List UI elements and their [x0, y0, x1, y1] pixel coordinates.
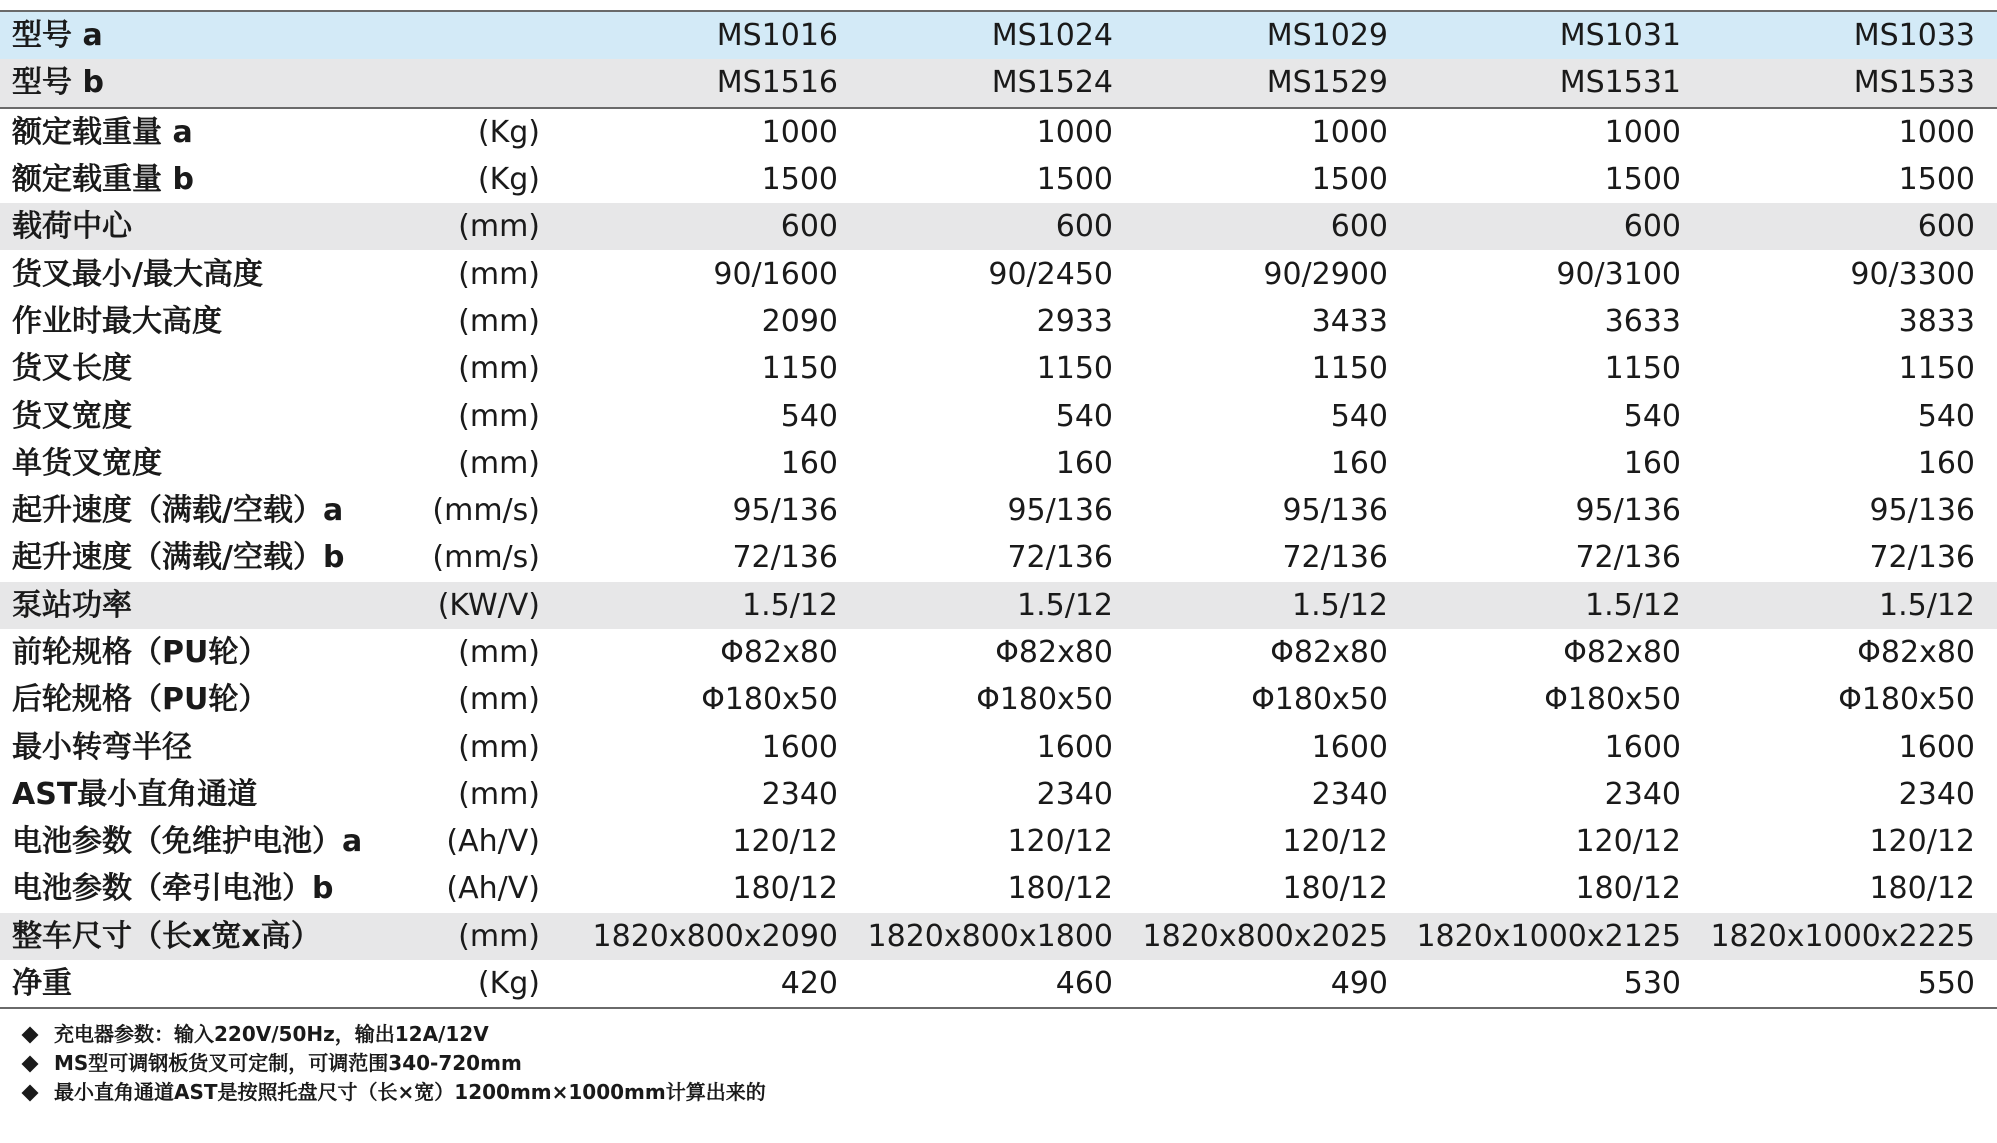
row-value-model-5: 600: [1681, 203, 1997, 250]
row-value-model-4: 1600: [1604, 729, 1681, 765]
row-value-model-1: 90/1600: [713, 256, 838, 292]
row-value-model-3: MS1529: [1113, 59, 1388, 107]
table-row: [0, 487, 1997, 534]
table-row: [0, 156, 1997, 203]
row-unit: (KW/V): [430, 582, 540, 629]
row-value-model-1: 1.5/12: [540, 582, 838, 629]
row-value-model-2: 1820x800x1800: [838, 913, 1113, 960]
row-value-model-1: 600: [540, 203, 838, 250]
row-value-model-1: Φ82x80: [720, 635, 838, 670]
row-value-model-2: 95/136: [1007, 493, 1113, 529]
row-unit: [430, 11, 540, 59]
row-value-model-5: 3833: [1898, 303, 1975, 339]
row-value-model-1: 1600: [761, 729, 838, 765]
row-value-model-2: 2933: [1036, 303, 1113, 339]
row-value-model-2: 1150: [1036, 351, 1113, 387]
row-label: 起升速度（满载/空载）b: [12, 540, 345, 576]
row-unit: (mm): [458, 303, 540, 339]
row-value-model-3: 1150: [1311, 351, 1388, 387]
row-value-model-5: 550: [1917, 966, 1975, 1002]
row-label: 起升速度（满载/空载）a: [12, 493, 344, 529]
table-row: [0, 865, 1997, 912]
row-value-model-2: 90/2450: [988, 256, 1113, 292]
row-label: 前轮规格（PU轮）: [12, 635, 269, 670]
table-row: [0, 582, 1997, 629]
row-unit: (mm/s): [432, 540, 540, 576]
table-row: [0, 108, 1997, 156]
diamond-bullet-icon: [22, 1084, 39, 1101]
table-row: [0, 723, 1997, 770]
row-value-model-2: 1000: [1036, 114, 1113, 150]
row-unit: (Ah/V): [446, 824, 540, 860]
note-item: [20, 1049, 766, 1078]
row-label: 泵站功率: [0, 582, 430, 629]
row-value-model-2: 1.5/12: [838, 582, 1113, 629]
row-value-model-5: Φ82x80: [1857, 635, 1975, 670]
row-value-model-4: 1.5/12: [1388, 582, 1681, 629]
row-value-model-4: 160: [1623, 445, 1681, 481]
row-value-model-3: 540: [1330, 398, 1388, 434]
table-row: [0, 298, 1997, 345]
row-value-model-2: MS1024: [838, 11, 1113, 59]
table-row: [0, 440, 1997, 487]
table-row: [0, 629, 1997, 676]
row-value-model-4: 90/3100: [1556, 256, 1681, 292]
row-unit: (mm): [458, 776, 540, 812]
row-value-model-2: 1600: [1036, 729, 1113, 765]
row-label: 单货叉宽度: [12, 445, 162, 481]
row-value-model-4: 600: [1388, 203, 1681, 250]
row-value-model-5: 1.5/12: [1681, 582, 1997, 629]
row-value-model-5: MS1533: [1681, 59, 1997, 107]
row-value-model-3: 600: [1113, 203, 1388, 250]
row-value-model-2: 2340: [1036, 776, 1113, 812]
row-value-model-2: 120/12: [1007, 824, 1113, 860]
row-value-model-4: 1500: [1604, 162, 1681, 198]
note-text: 最小直角通道AST是按照托盘尺寸（长×宽）1200mm×1000mm计算出来的: [54, 1080, 766, 1104]
row-label: AST最小直角通道: [12, 776, 258, 812]
row-value-model-4: 1000: [1604, 114, 1681, 150]
row-value-model-5: 72/136: [1869, 540, 1975, 576]
row-value-model-4: Φ82x80: [1563, 635, 1681, 670]
row-value-model-5: 180/12: [1869, 871, 1975, 907]
row-value-model-5: 1150: [1898, 351, 1975, 387]
row-label: 净重: [12, 966, 72, 1002]
row-value-model-3: 2340: [1311, 776, 1388, 812]
row-value-model-4: 1820x1000x2125: [1388, 913, 1681, 960]
row-value-model-4: 95/136: [1575, 493, 1681, 529]
row-unit: (Kg): [477, 114, 540, 150]
row-value-model-4: 530: [1623, 966, 1681, 1002]
row-value-model-1: 540: [780, 398, 838, 434]
row-unit: (mm): [458, 351, 540, 387]
row-value-model-2: 1500: [1036, 162, 1113, 198]
row-value-model-3: 1.5/12: [1113, 582, 1388, 629]
row-label: 最小转弯半径: [12, 729, 192, 765]
row-value-model-4: 3633: [1604, 303, 1681, 339]
row-value-model-3: 3433: [1311, 303, 1388, 339]
row-value-model-2: 180/12: [1007, 871, 1113, 907]
row-value-model-3: 490: [1330, 966, 1388, 1002]
row-value-model-1: 1820x800x2090: [540, 913, 838, 960]
row-value-model-5: 2340: [1898, 776, 1975, 812]
row-value-model-5: MS1033: [1681, 11, 1997, 59]
row-value-model-2: 160: [1055, 445, 1113, 481]
row-value-model-3: MS1029: [1113, 11, 1388, 59]
row-value-model-5: 120/12: [1869, 824, 1975, 860]
row-label: 货叉宽度: [12, 398, 132, 434]
row-unit: (mm): [458, 398, 540, 434]
row-value-model-4: 1150: [1604, 351, 1681, 387]
row-unit: (mm/s): [432, 493, 540, 529]
row-label: 货叉长度: [12, 351, 132, 387]
row-label: 电池参数（牵引电池）b: [12, 871, 334, 907]
row-value-model-1: 160: [780, 445, 838, 481]
row-label: 后轮规格（PU轮）: [12, 682, 269, 718]
row-value-model-1: 1150: [761, 351, 838, 387]
row-label: 额定载重量 a: [12, 114, 193, 150]
note-text: 充电器参数：输入220V/50Hz，输出12A/12V: [54, 1022, 489, 1046]
row-value-model-3: 95/136: [1282, 493, 1388, 529]
row-value-model-5: Φ180x50: [1838, 682, 1975, 718]
row-value-model-3: 120/12: [1282, 824, 1388, 860]
row-value-model-2: 72/136: [1007, 540, 1113, 576]
row-value-model-3: 90/2900: [1263, 256, 1388, 292]
note-item: [20, 1078, 766, 1107]
row-value-model-3: 1000: [1311, 114, 1388, 150]
row-unit: [430, 59, 540, 107]
table-row: [0, 345, 1997, 392]
row-value-model-4: 120/12: [1575, 824, 1681, 860]
row-value-model-5: 1600: [1898, 729, 1975, 765]
row-label: 型号 a: [0, 11, 430, 59]
row-value-model-3: Φ82x80: [1270, 635, 1388, 670]
row-value-model-2: 460: [1055, 966, 1113, 1002]
row-value-model-5: 1000: [1898, 114, 1975, 150]
row-value-model-1: 1500: [761, 162, 838, 198]
row-value-model-1: Φ180x50: [701, 682, 838, 718]
row-value-model-2: 600: [838, 203, 1113, 250]
row-value-model-3: 1820x800x2025: [1113, 913, 1388, 960]
row-value-model-3: 1600: [1311, 729, 1388, 765]
table-row: [0, 913, 1997, 960]
row-unit: (mm): [458, 445, 540, 481]
row-unit: (mm): [458, 682, 540, 718]
table-row: [0, 771, 1997, 818]
table-row: [0, 59, 1997, 107]
row-value-model-1: 72/136: [732, 540, 838, 576]
row-unit: (mm): [458, 635, 540, 670]
row-label: 货叉最小/最大高度: [12, 256, 263, 292]
row-value-model-4: 180/12: [1575, 871, 1681, 907]
diamond-bullet-icon: [22, 1026, 39, 1043]
row-value-model-2: 540: [1055, 398, 1113, 434]
table-row: [0, 392, 1997, 439]
row-value-model-1: 2090: [761, 303, 838, 339]
row-unit: (Kg): [477, 966, 540, 1002]
row-label: 载荷中心: [0, 203, 430, 250]
note-text: MS型可调钢板货叉可定制，可调范围340-720mm: [54, 1051, 522, 1075]
row-value-model-5: 1820x1000x2225: [1681, 913, 1997, 960]
row-unit: (mm): [458, 729, 540, 765]
row-unit: (Ah/V): [446, 871, 540, 907]
row-value-model-1: MS1016: [540, 11, 838, 59]
row-value-model-1: 95/136: [732, 493, 838, 529]
row-value-model-2: MS1524: [838, 59, 1113, 107]
row-value-model-5: 90/3300: [1850, 256, 1975, 292]
row-label: 额定载重量 b: [12, 162, 194, 198]
table-row: [0, 11, 1997, 59]
row-value-model-1: 2340: [761, 776, 838, 812]
table-row: [0, 250, 1997, 297]
row-unit: (mm): [430, 913, 540, 960]
row-value-model-4: Φ180x50: [1544, 682, 1681, 718]
row-label: 型号 b: [0, 59, 430, 107]
row-value-model-4: 72/136: [1575, 540, 1681, 576]
table-row: [0, 534, 1997, 581]
row-value-model-3: 180/12: [1282, 871, 1388, 907]
row-value-model-4: MS1031: [1388, 11, 1681, 59]
row-value-model-5: 160: [1917, 445, 1975, 481]
row-value-model-1: 120/12: [732, 824, 838, 860]
table-row: [0, 203, 1997, 250]
row-unit: (mm): [430, 203, 540, 250]
note-item: [20, 1020, 766, 1049]
row-value-model-1: 420: [780, 966, 838, 1002]
row-value-model-4: 540: [1623, 398, 1681, 434]
row-value-model-3: Φ180x50: [1251, 682, 1388, 718]
row-label: 整车尺寸（长x宽x高）: [0, 913, 430, 960]
row-value-model-1: 1000: [761, 114, 838, 150]
row-value-model-5: 540: [1917, 398, 1975, 434]
diamond-bullet-icon: [22, 1055, 39, 1072]
row-label: 电池参数（免维护电池）a: [12, 824, 363, 860]
row-value-model-2: Φ180x50: [976, 682, 1113, 718]
row-unit: (mm): [458, 256, 540, 292]
row-value-model-3: 160: [1330, 445, 1388, 481]
table-row: [0, 960, 1997, 1008]
row-value-model-4: 2340: [1604, 776, 1681, 812]
spec-table: [0, 10, 1997, 1009]
row-value-model-5: 1500: [1898, 162, 1975, 198]
table-row: [0, 676, 1997, 723]
row-value-model-1: 180/12: [732, 871, 838, 907]
row-value-model-5: 95/136: [1869, 493, 1975, 529]
row-value-model-3: 72/136: [1282, 540, 1388, 576]
row-value-model-2: Φ82x80: [995, 635, 1113, 670]
table-row: [0, 818, 1997, 865]
row-value-model-1: MS1516: [540, 59, 838, 107]
row-value-model-3: 1500: [1311, 162, 1388, 198]
row-label: 作业时最大高度: [12, 303, 222, 339]
row-unit: (Kg): [477, 162, 540, 198]
row-value-model-4: MS1531: [1388, 59, 1681, 107]
notes-list: [20, 1020, 766, 1107]
